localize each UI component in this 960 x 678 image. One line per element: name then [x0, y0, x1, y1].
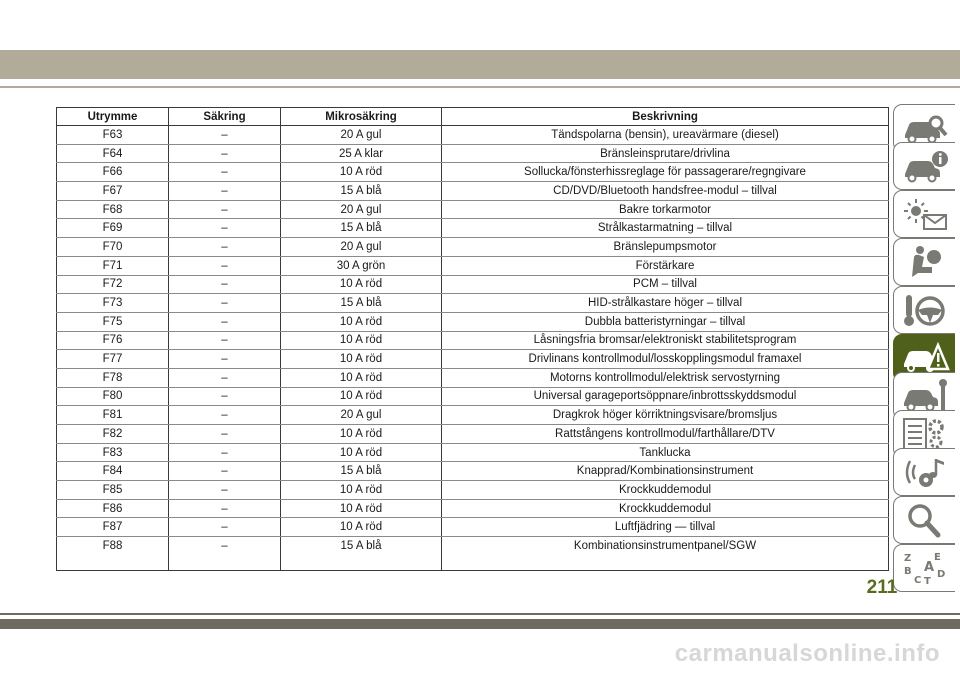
cell-utrymme: F63: [57, 126, 169, 145]
cell-beskrivning: Tanklucka: [442, 443, 889, 462]
cell-beskrivning: Förstärkare: [442, 256, 889, 275]
cell-beskrivning: Knapprad/Kombinationsinstrument: [442, 462, 889, 481]
cell-sakring: –: [169, 443, 281, 462]
tab-starting-driving[interactable]: [893, 286, 955, 334]
header-beskrivning: Beskrivning: [442, 108, 889, 126]
table-row: [57, 126, 889, 145]
table-body: [57, 126, 889, 571]
cell-sakring: –: [169, 238, 281, 257]
table-row: [57, 256, 889, 275]
cell-sakring: –: [169, 331, 281, 350]
table-row: [57, 518, 889, 537]
svg-text:D: D: [936, 569, 945, 580]
cell-mikrosakring: 10 A röd: [281, 425, 442, 444]
cell-beskrivning: Rattstångens kontrollmodul/farthållare/DTV: [442, 425, 889, 444]
cell-beskrivning: Sollucka/fönsterhissreglage för passagerare/regngivare: [442, 163, 889, 182]
cell-mikrosakring: 15 A blå: [281, 294, 442, 313]
table-row: [57, 219, 889, 238]
cell-utrymme: F77: [57, 350, 169, 369]
table-row: [57, 481, 889, 500]
multimedia-icon: [900, 453, 950, 491]
cell-sakring: –: [169, 368, 281, 387]
cell-beskrivning: Bränslepumpsmotor: [442, 238, 889, 257]
cell-utrymme: F69: [57, 219, 169, 238]
cell-sakring: –: [169, 275, 281, 294]
car-info-icon: [900, 147, 950, 185]
table-row: [57, 387, 889, 406]
footer-rule: [0, 613, 960, 615]
header-rule: [0, 86, 960, 88]
cell-utrymme: F78: [57, 368, 169, 387]
cell-utrymme: F87: [57, 518, 169, 537]
cell-beskrivning: Dragkrok höger körriktningsvisare/bromsljus: [442, 406, 889, 425]
cell-utrymme: F76: [57, 331, 169, 350]
seat-airbag-icon: [900, 243, 950, 281]
cell-mikrosakring: 15 A blå: [281, 219, 442, 238]
tab-car-info[interactable]: [893, 142, 955, 190]
cell-sakring: –: [169, 126, 281, 145]
svg-text:B: B: [903, 566, 912, 577]
warning-lights-message-icon: [900, 195, 950, 233]
cell-beskrivning: Låsningsfria bromsar/elektroniskt stabilitetsprogram: [442, 331, 889, 350]
cell-sakring: –: [169, 387, 281, 406]
cell-utrymme: F80: [57, 387, 169, 406]
cell-mikrosakring: 15 A blå: [281, 182, 442, 201]
header-utrymme: Utrymme: [57, 108, 169, 126]
table-row: [57, 238, 889, 257]
cell-mikrosakring: 15 A blå: [281, 462, 442, 481]
table-row: [57, 537, 889, 571]
cell-beskrivning: Motorns kontrollmodul/elektrisk servostyrning: [442, 368, 889, 387]
cell-sakring: –: [169, 518, 281, 537]
svg-text:Z: Z: [903, 553, 911, 564]
cell-beskrivning: Krockkuddemodul: [442, 481, 889, 500]
table-row: [57, 294, 889, 313]
cell-mikrosakring: 10 A röd: [281, 518, 442, 537]
cell-sakring: –: [169, 182, 281, 201]
svg-text:E: E: [933, 552, 941, 563]
table-row: [57, 200, 889, 219]
cell-utrymme: F70: [57, 238, 169, 257]
table-row: [57, 275, 889, 294]
cell-beskrivning: CD/DVD/Bluetooth handsfree-modul – tillval: [442, 182, 889, 201]
header-mikrosakring: Mikrosäkring: [281, 108, 442, 126]
svg-text:T: T: [923, 576, 931, 587]
tab-index[interactable]: [893, 544, 955, 592]
table-row: [57, 406, 889, 425]
cell-beskrivning: Strålkastarmatning – tillval: [442, 219, 889, 238]
table-row: [57, 462, 889, 481]
cell-sakring: –: [169, 481, 281, 500]
cell-sakring: –: [169, 219, 281, 238]
cell-utrymme: F86: [57, 499, 169, 518]
cell-mikrosakring: 10 A röd: [281, 331, 442, 350]
cell-beskrivning: PCM – tillval: [442, 275, 889, 294]
alphabet-index-icon: [900, 549, 950, 587]
cell-utrymme: F72: [57, 275, 169, 294]
header-band: [0, 50, 960, 79]
cell-sakring: –: [169, 256, 281, 275]
cell-mikrosakring: 10 A röd: [281, 481, 442, 500]
table-row: [57, 163, 889, 182]
cell-sakring: –: [169, 350, 281, 369]
table-row: [57, 331, 889, 350]
table-row: [57, 144, 889, 163]
cell-utrymme: F88: [57, 537, 169, 571]
cell-beskrivning: Krockkuddemodul: [442, 499, 889, 518]
cell-mikrosakring: 10 A röd: [281, 443, 442, 462]
cell-mikrosakring: 10 A röd: [281, 387, 442, 406]
cell-utrymme: F68: [57, 200, 169, 219]
cell-sakring: –: [169, 537, 281, 571]
cell-mikrosakring: 30 A grön: [281, 256, 442, 275]
table-row: [57, 499, 889, 518]
cell-sakring: –: [169, 144, 281, 163]
cell-utrymme: F67: [57, 182, 169, 201]
cell-beskrivning: Luftfjädring — tillval: [442, 518, 889, 537]
cell-mikrosakring: 10 A röd: [281, 163, 442, 182]
tab-multimedia[interactable]: [893, 448, 955, 496]
cell-sakring: –: [169, 462, 281, 481]
cell-mikrosakring: 10 A röd: [281, 499, 442, 518]
tab-search[interactable]: [893, 496, 955, 544]
table-row: [57, 368, 889, 387]
cell-utrymme: F85: [57, 481, 169, 500]
fuse-table: [56, 107, 889, 571]
table-row: [57, 312, 889, 331]
cell-beskrivning: Dubbla batteristyrningar – tillval: [442, 312, 889, 331]
tab-warning-lights[interactable]: [893, 190, 955, 238]
svg-text:A: A: [923, 560, 934, 575]
cell-utrymme: F64: [57, 144, 169, 163]
cell-mikrosakring: 20 A gul: [281, 406, 442, 425]
table-row: [57, 350, 889, 369]
cell-utrymme: F66: [57, 163, 169, 182]
svg-text:C: C: [913, 575, 921, 586]
cell-mikrosakring: 20 A gul: [281, 238, 442, 257]
cell-mikrosakring: 15 A blå: [281, 537, 442, 571]
cell-sakring: –: [169, 499, 281, 518]
cell-mikrosakring: 20 A gul: [281, 200, 442, 219]
cell-sakring: –: [169, 294, 281, 313]
cell-utrymme: F84: [57, 462, 169, 481]
cell-beskrivning: Kombinationsinstrumentpanel/SGW: [442, 537, 889, 571]
watermark: carmanualsonline.info: [674, 640, 940, 667]
cell-utrymme: F73: [57, 294, 169, 313]
key-steering-wheel-icon: [900, 291, 950, 329]
table-row: [57, 425, 889, 444]
cell-beskrivning: HID-strålkastare höger – tillval: [442, 294, 889, 313]
cell-beskrivning: Bränsleinsprutare/drivlina: [442, 144, 889, 163]
cell-sakring: –: [169, 406, 281, 425]
tab-safety[interactable]: [893, 238, 955, 286]
footer-band: [0, 619, 960, 629]
cell-utrymme: F71: [57, 256, 169, 275]
cell-utrymme: F83: [57, 443, 169, 462]
cell-sakring: –: [169, 163, 281, 182]
cell-mikrosakring: 25 A klar: [281, 144, 442, 163]
cell-mikrosakring: 10 A röd: [281, 350, 442, 369]
table-header-row: [57, 108, 889, 126]
cell-sakring: –: [169, 200, 281, 219]
cell-sakring: –: [169, 312, 281, 331]
cell-utrymme: F81: [57, 406, 169, 425]
cell-utrymme: F82: [57, 425, 169, 444]
table-row: [57, 443, 889, 462]
magnifier-icon: [900, 501, 950, 539]
cell-beskrivning: Bakre torkarmotor: [442, 200, 889, 219]
header-sakring: Säkring: [169, 108, 281, 126]
cell-utrymme: F75: [57, 312, 169, 331]
cell-beskrivning: Universal garageportsöppnare/inbrottsskyddsmodul: [442, 387, 889, 406]
cell-mikrosakring: 10 A röd: [281, 312, 442, 331]
cell-sakring: –: [169, 425, 281, 444]
cell-beskrivning: Tändspolarna (bensin), ureavärmare (diesel): [442, 126, 889, 145]
cell-mikrosakring: 10 A röd: [281, 275, 442, 294]
table-row: [57, 182, 889, 201]
cell-beskrivning: Drivlinans kontrollmodul/losskopplingsmodul framaxel: [442, 350, 889, 369]
page-number: 211: [866, 577, 898, 598]
cell-mikrosakring: 10 A röd: [281, 368, 442, 387]
cell-mikrosakring: 20 A gul: [281, 126, 442, 145]
